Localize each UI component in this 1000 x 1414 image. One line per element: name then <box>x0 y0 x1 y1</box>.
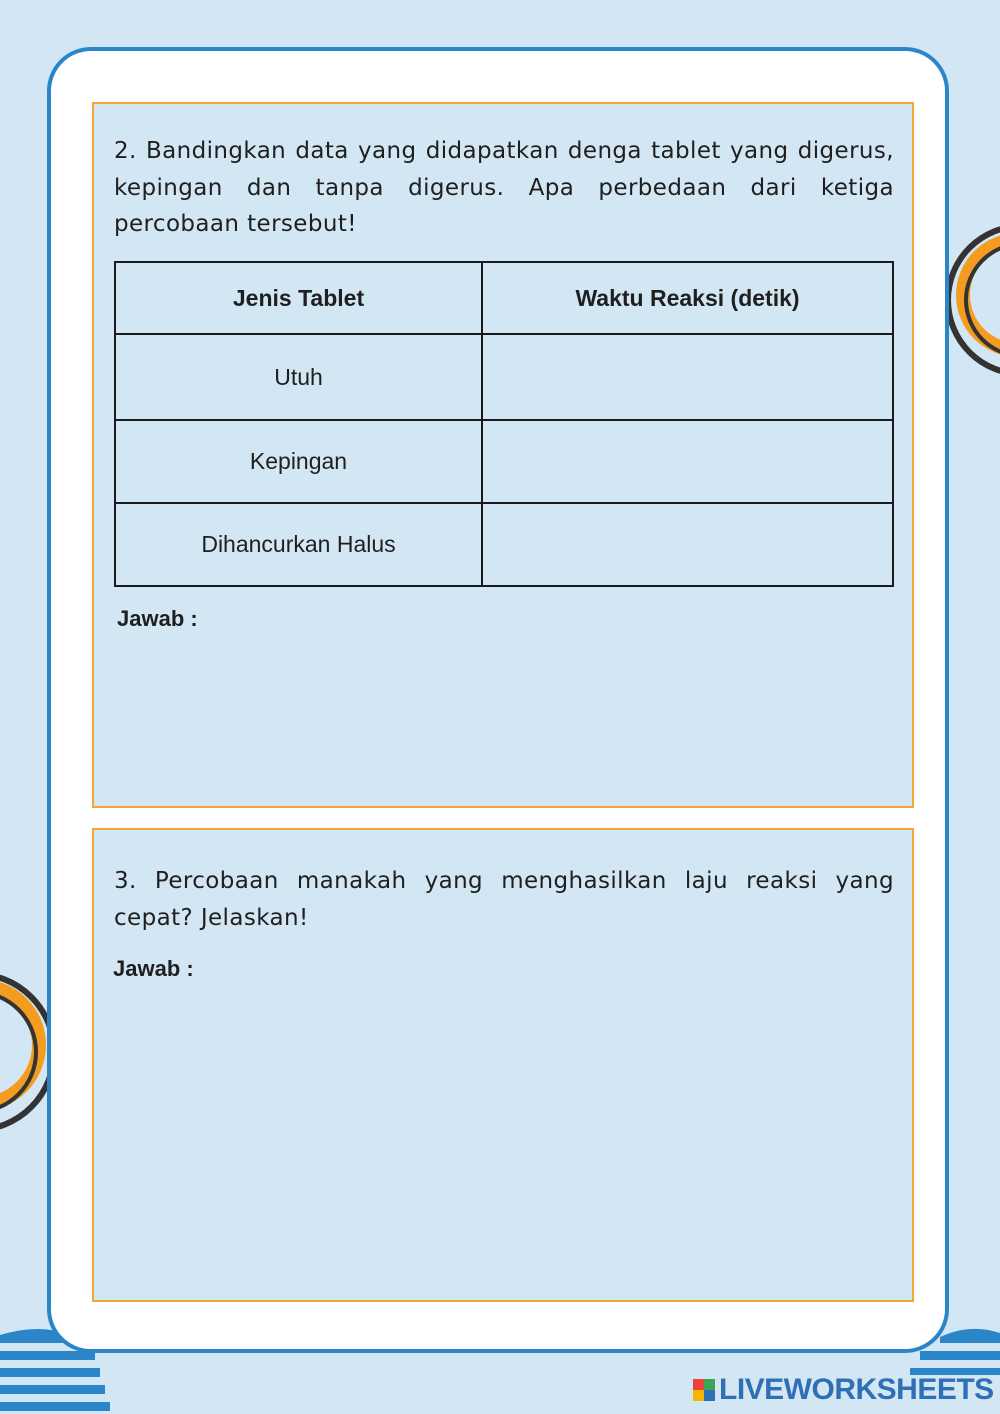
question-2-answer-label: Jawab : <box>117 606 198 631</box>
reaction-time-table <box>114 261 894 587</box>
question-3-answer-label: Jawab : <box>113 956 194 981</box>
table-cell-tablet-type: Utuh <box>115 334 482 420</box>
table-row <box>115 334 893 420</box>
table-cell-tablet-type: Kepingan <box>115 420 482 503</box>
decorative-rings-right <box>940 210 1000 390</box>
question-2-text: 2. Bandingkan data yang didapatkan denga tablet yang digerus, kepingan dan tanpa digerus. Apa perbedaan dari ketiga percobaan tersebut! <box>114 138 894 237</box>
table-header-waktu-reaksi: Waktu Reaksi (detik) <box>482 262 893 334</box>
table-row <box>115 420 893 503</box>
table-cell-reaction-time-input[interactable] <box>482 334 893 420</box>
question-3-answer-area[interactable] <box>113 995 893 1285</box>
liveworksheets-logo[interactable] <box>693 1375 994 1405</box>
question-3-box <box>92 828 914 1302</box>
liveworksheets-logo-icon <box>693 1379 715 1401</box>
question-2-answer-area[interactable] <box>114 644 894 794</box>
table-cell-reaction-time-input[interactable] <box>482 503 893 586</box>
table-cell-tablet-type: Dihancurkan Halus <box>115 503 482 586</box>
question-3-text: 3. Percobaan manakah yang menghasilkan laju reaksi yang cepat? Jelaskan! <box>114 868 894 931</box>
table-header-jenis-tablet: Jenis Tablet <box>115 262 482 334</box>
table-row <box>115 503 893 586</box>
liveworksheets-brand: LIVEWORKSHEETS <box>719 1373 994 1406</box>
table-header-row <box>115 262 893 334</box>
table-cell-reaction-time-input[interactable] <box>482 420 893 503</box>
worksheet-card <box>47 47 949 1353</box>
question-2-box <box>92 102 914 808</box>
